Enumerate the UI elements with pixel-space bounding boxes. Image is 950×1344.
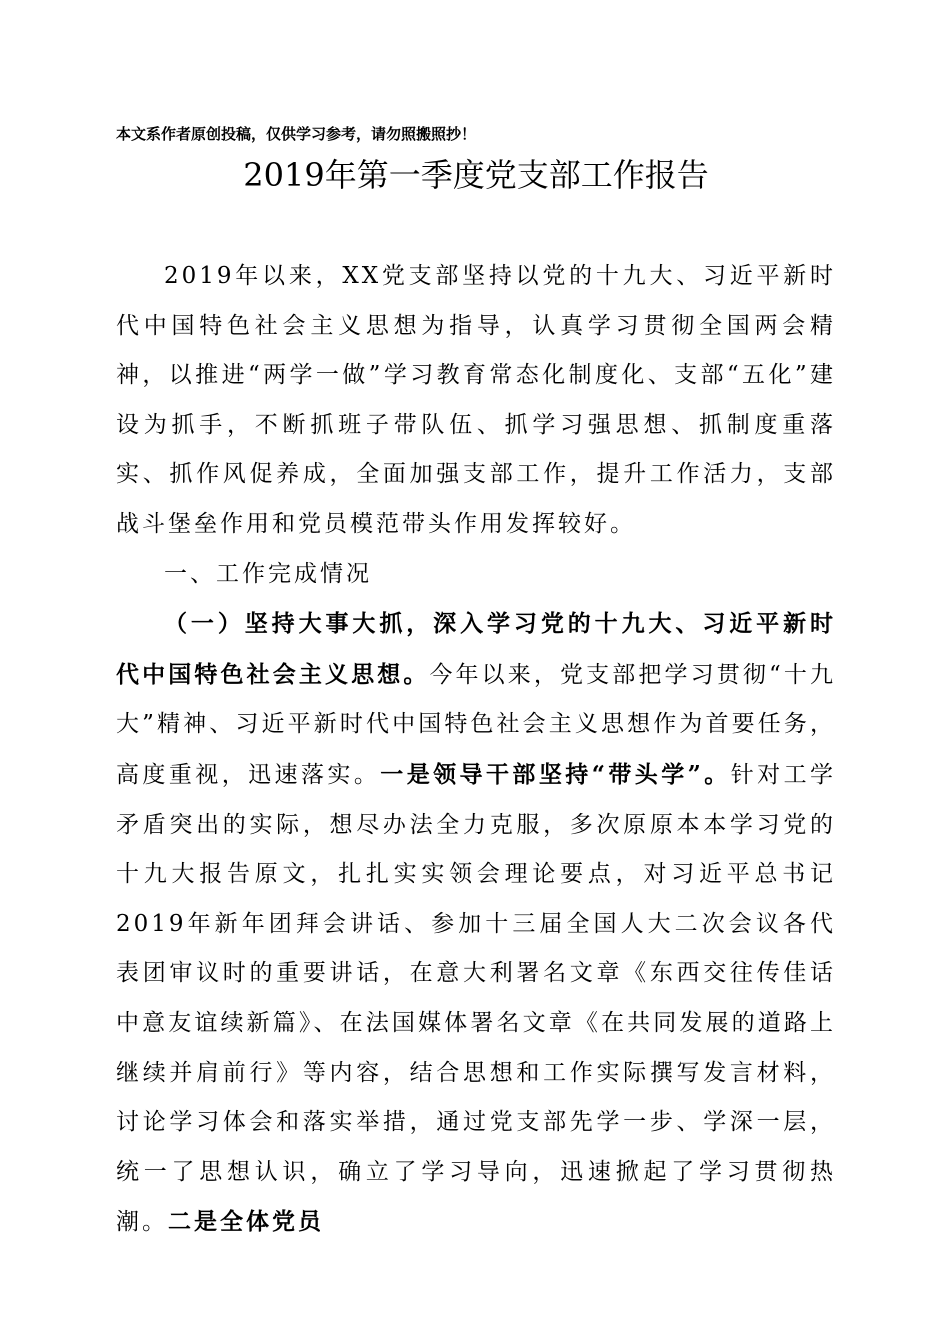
- paragraph-text: 针对工学矛盾突出的实际，想尽办法全力克服，多次原原本本学习党的十九大报告原文，扎扎实实领会理论要点，对习近平总书记2019年新年团拜会讲话、参加十三届全国人大二次会议各代表团审议时的重要讲话，在意大利署名文章《东西交往传佳话 中意友谊续新篇》、在法国媒体署名文章《在共同发展的道路上继续并肩前行》等内容，结合思想和工作实际撰写发言材料，讨论学习体会和落实举措，通过党支部先学一步、学深一层，统一了思想认识，确立了学习导向，迅速掀起了学习贯彻热潮。: [116, 761, 837, 1236]
- subsection-lead: （一）坚持大事大抓，深入学习党的十九大、习近平新时代中国特色社会主义思想。: [116, 610, 836, 688]
- section-heading: 一、工作完成情况: [164, 560, 372, 587]
- document-body: [116, 252, 836, 1248]
- paragraph-text: 今年以来，党支部把学习贯彻“十九大”精神、习近平新时代中国特色社会主义思想作为首要任务，高度重视，迅速落实。: [116, 661, 836, 788]
- copyright-notice: 本文系作者原创投稿，仅供学习参考，请勿照搬照抄！: [116, 125, 477, 143]
- point-two-heading: 二是全体党员: [168, 1208, 324, 1236]
- intro-paragraph: 2019年以来，XX党支部坚持以党的十九大、习近平新时代中国特色社会主义思想为指导，认真学习贯彻全国两会精神，以推进“两学一做”学习教育常态化制度化、支部“五化”建设为抓手，不断抓班子带队伍、抓学习强思想、抓制度重落实、抓作风促养成，全面加强支部工作，提升工作活力，支部战斗堡垒作用和党员模范带头作用发挥较好。: [116, 263, 836, 537]
- subsection-paragraph: [116, 599, 836, 1248]
- point-one-heading: 一是领导干部坚持“带头学”。: [380, 760, 731, 788]
- page-title: 2019年第一季度党支部工作报告: [243, 156, 709, 194]
